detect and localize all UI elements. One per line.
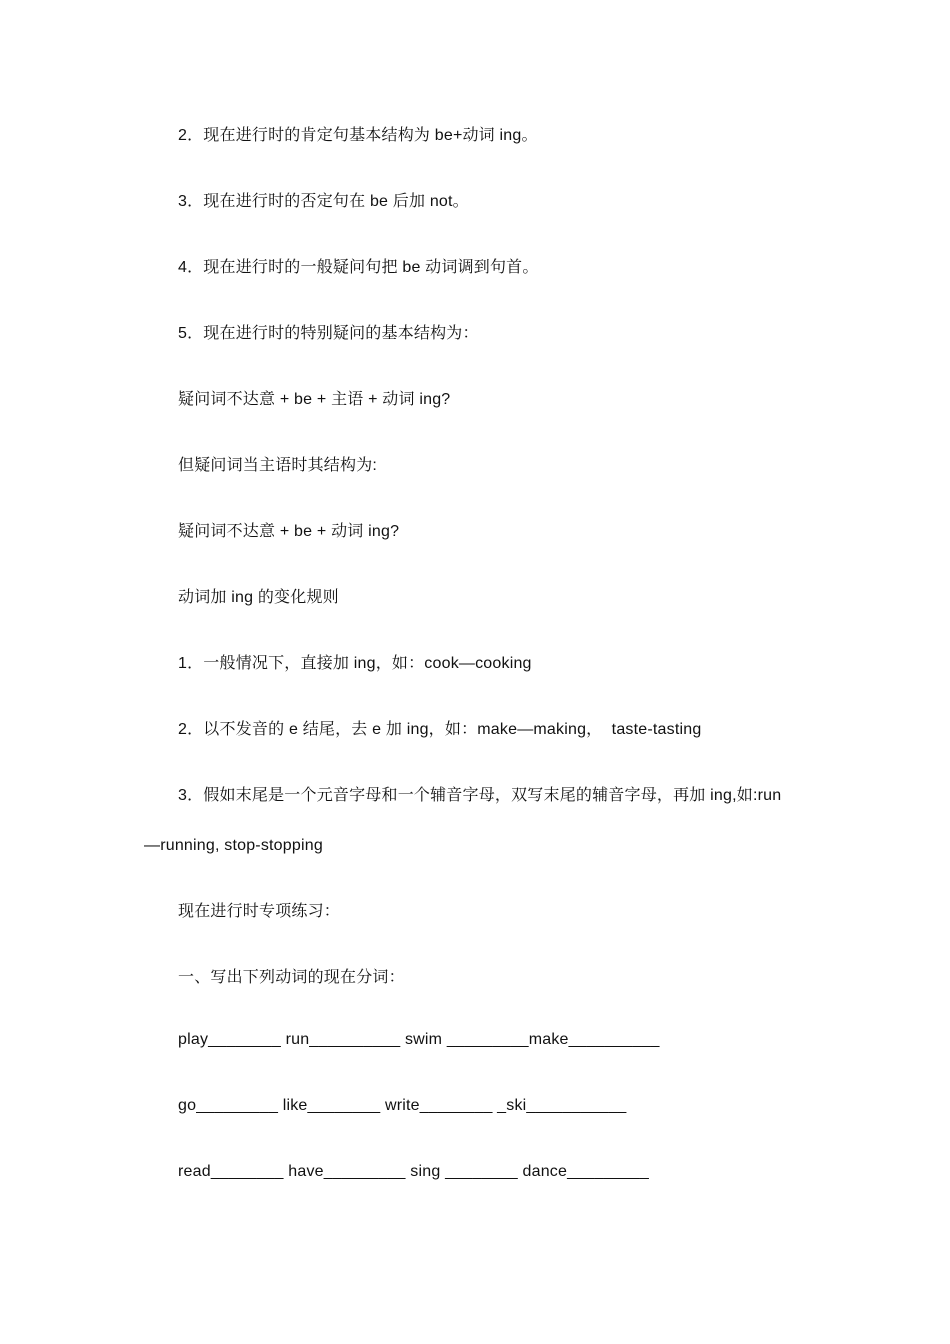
ing-rules-heading: 动词加 ing 的变化规则: [178, 589, 339, 606]
ing-rule-1: 1．一般情况下，直接加 ing，如：cook—cooking: [178, 655, 532, 672]
ing-rule-3-continued: —running, stop-stopping: [144, 837, 323, 854]
exercise-row-1: play________ run__________ swim _________make__________: [178, 1031, 660, 1048]
exercise-row-2: go_________ like________ write________ _ski___________: [178, 1097, 627, 1114]
wh-question-structure: 疑问词不达意 + be + 主语 + 动词 ing?: [178, 391, 451, 408]
ing-rule-3: 3．假如末尾是一个元音字母和一个辅音字母，双写末尾的辅音字母，再加 ing,如:run: [178, 787, 782, 804]
subject-question-structure: 疑问词不达意 + be + 动词 ing?: [178, 523, 400, 540]
exercise-row-3: read________ have_________ sing ________ dance_________: [178, 1163, 649, 1180]
practice-heading: 现在进行时专项练习：: [178, 903, 341, 920]
rule-yes-no-question: 4．现在进行时的一般疑问句把 be 动词调到句首。: [178, 259, 539, 276]
subject-question-note: 但疑问词当主语时其结构为:: [178, 457, 378, 474]
exercise-1-instruction: 一、写出下列动词的现在分词：: [178, 969, 405, 986]
rule-negative: 3．现在进行时的否定句在 be 后加 not。: [178, 193, 469, 210]
rule-wh-question: 5．现在进行时的特别疑问的基本结构为：: [178, 325, 479, 342]
ing-rule-2: 2．以不发音的 e 结尾，去 e 加 ing，如：make—making， taste-tasting: [178, 721, 702, 738]
rule-affirmative: 2．现在进行时的肯定句基本结构为 be+动词 ing。: [178, 127, 538, 144]
